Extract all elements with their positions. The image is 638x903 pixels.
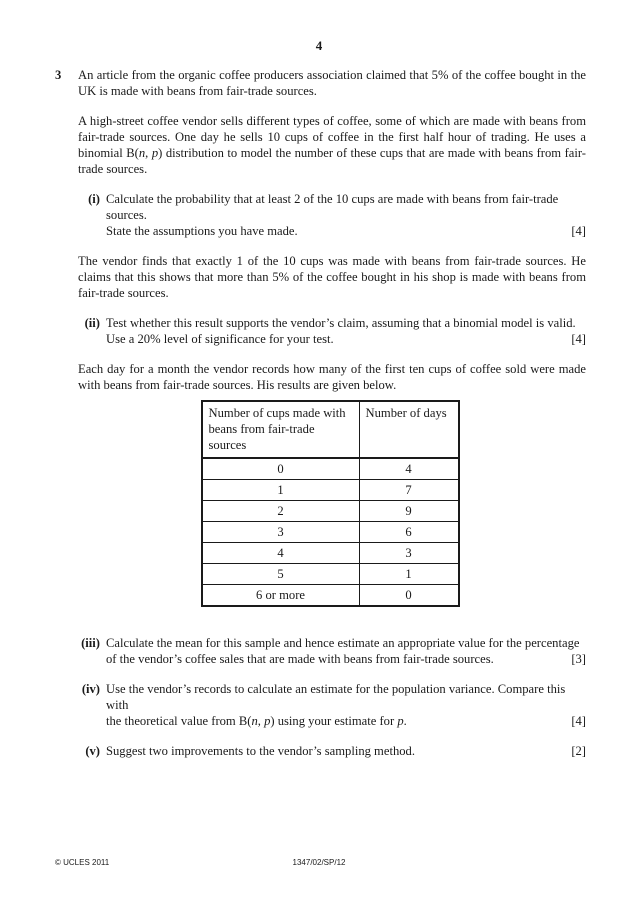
- cell-cups: 4: [202, 543, 360, 564]
- results-table-wrap: [74, 400, 586, 607]
- table-row: [202, 480, 459, 501]
- part-ii-line2: Use a 20% level of significance for your test.: [106, 332, 334, 346]
- cell-cups: 2: [202, 501, 360, 522]
- question-number: 3: [55, 68, 62, 82]
- part-ii-line1: Test whether this result supports the vendor’s claim, assuming that a binomial model is valid.: [106, 316, 576, 330]
- question-body: [78, 67, 586, 759]
- cell-cups: 1: [202, 480, 360, 501]
- part-i-line1: Calculate the probability that at least 2 of the 10 cups are made with beans from fair-trade sources.: [106, 192, 559, 222]
- part-iv-line1: Use the vendor’s records to calculate an estimate for the population variance. Compare this with: [106, 682, 566, 712]
- part-v: [81, 743, 586, 759]
- cell-days: 0: [359, 585, 459, 607]
- cell-days: 1: [359, 564, 459, 585]
- cell-cups: 6 or more: [202, 585, 360, 607]
- part-iv: [81, 681, 586, 729]
- question-intro: An article from the organic coffee producers association claimed that 5% of the coffee bought in the UK is made with beans from fair-trade sources.: [78, 68, 586, 98]
- cell-days: 3: [359, 543, 459, 564]
- header-cups: Number of cups made with beans from fair-trade sources: [202, 401, 360, 458]
- footer-copyright: © UCLES 2011: [55, 858, 110, 867]
- part-ii-marks: [4]: [571, 332, 586, 346]
- part-i: [81, 191, 586, 239]
- header-days: Number of days: [359, 401, 459, 458]
- part-iii-marks: [3]: [571, 652, 586, 666]
- table-row: [202, 564, 459, 585]
- part-iii-line1: Calculate the mean for this sample and hence estimate an appropriate value for the percentage: [106, 636, 580, 650]
- table-row: [202, 585, 459, 607]
- part-i-line2: State the assumptions you have made.: [106, 224, 298, 238]
- part-v-label: (v): [85, 744, 100, 758]
- records-intro: Each day for a month the vendor records how many of the first ten cups of coffee sold were made with beans from fair-trade sources. His results are given below.: [78, 362, 586, 392]
- cell-days: 4: [359, 458, 459, 480]
- vendor-claim: The vendor finds that exactly 1 of the 10 cups was made with beans from fair-trade sources. He claims that this shows that more than 5% of the coffee bought in his shop is made with beans from fair-trade sources.: [78, 254, 586, 300]
- table-row: [202, 501, 459, 522]
- results-table: [201, 400, 460, 607]
- part-iv-label: (iv): [81, 682, 100, 696]
- part-iii: [81, 635, 586, 667]
- table-row: [202, 522, 459, 543]
- page-number: 4: [315, 38, 323, 53]
- part-i-label: (i): [88, 192, 100, 206]
- table-header-row: [202, 401, 459, 458]
- part-ii-label: (ii): [84, 316, 100, 330]
- part-v-marks: [2]: [571, 744, 586, 758]
- cell-days: 9: [359, 501, 459, 522]
- cell-cups: 0: [202, 458, 360, 480]
- part-iii-line2: of the vendor’s coffee sales that are made with beans from fair-trade sources.: [106, 652, 494, 666]
- part-iv-marks: [4]: [571, 714, 586, 728]
- cell-days: 6: [359, 522, 459, 543]
- part-v-line1: Suggest two improvements to the vendor’s sampling method.: [106, 744, 415, 758]
- table-row: [202, 543, 459, 564]
- cell-cups: 3: [202, 522, 360, 543]
- cell-cups: 5: [202, 564, 360, 585]
- cell-days: 7: [359, 480, 459, 501]
- question-scenario: A high-street coffee vendor sells different types of coffee, some of which are made with beans from fair-trade sources. One day he sells 10 cups of coffee in the first half hour of trading. He uses a binomial B(n, p) distribution to model the number of these cups that are made with beans from fair-trade sources.: [78, 114, 586, 176]
- part-i-marks: [4]: [571, 224, 586, 238]
- table-row: [202, 458, 459, 480]
- part-iv-line2: the theoretical value from B(n, p) using your estimate for p.: [106, 714, 407, 728]
- part-ii: [81, 315, 586, 347]
- footer-paper-code: 1347/02/SP/12: [292, 858, 346, 867]
- part-iii-label: (iii): [81, 636, 100, 650]
- question-3: [55, 67, 586, 759]
